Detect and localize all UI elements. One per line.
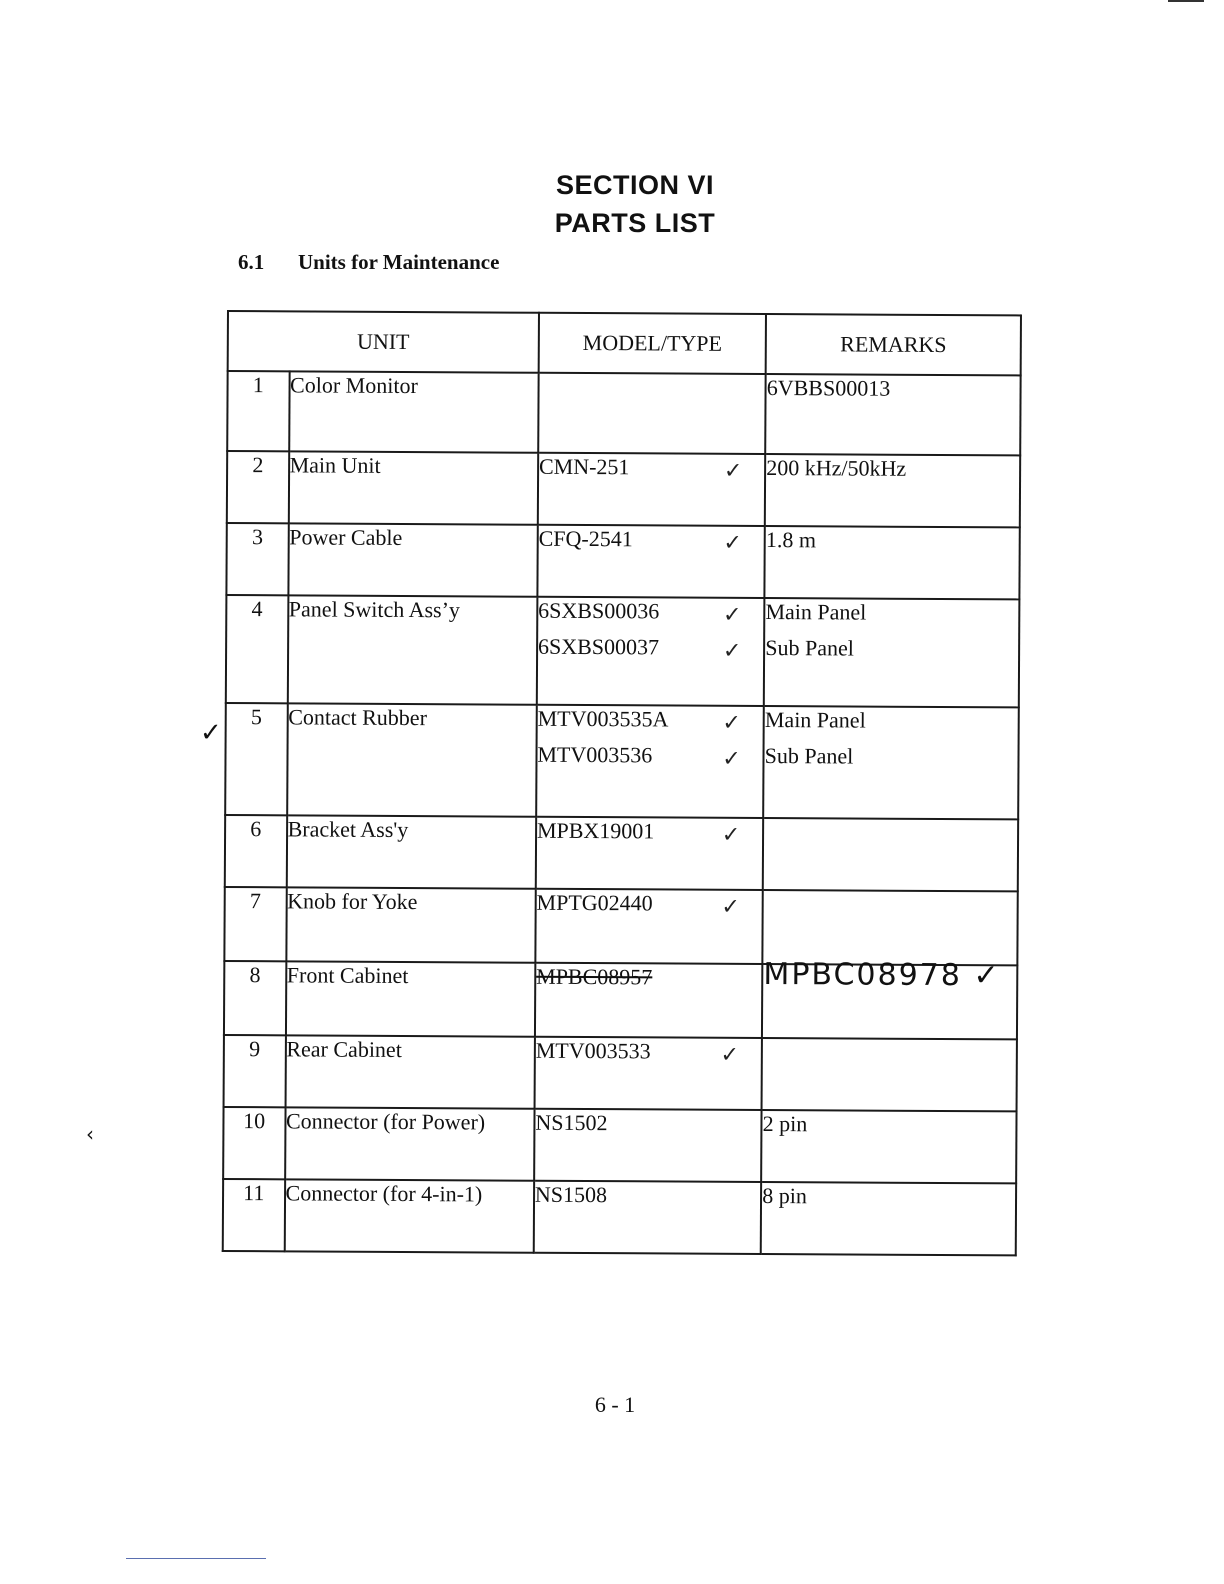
model-value-struck: MPBC08957 [536, 963, 653, 990]
margin-pen-mark-icon: ‹ [86, 1122, 94, 1146]
page-title: PARTS LIST [554, 208, 716, 238]
model-cell [538, 453, 766, 526]
table-row [227, 371, 1020, 455]
table-row [226, 523, 1019, 599]
unit-name: Panel Switch Ass’y [287, 595, 537, 704]
header-unit: UNIT [228, 311, 539, 373]
table-row [223, 1107, 1016, 1183]
checkmark-icon: ✓ [722, 710, 741, 736]
remark-value: Main Panel [765, 599, 867, 625]
checkmark-icon: ✓ [721, 822, 741, 848]
checkmark-icon: ✓ [722, 602, 742, 628]
table-row [226, 595, 1020, 707]
model-value: CMN-251 [538, 453, 630, 480]
remarks-cell [762, 957, 1017, 1039]
remark-value: 8 pin [762, 1183, 807, 1209]
handwritten-remark: MPBC08978 [763, 957, 963, 994]
model-value: NS1502 [535, 1109, 608, 1136]
model-cell [534, 1181, 762, 1254]
table-row [227, 451, 1020, 527]
margin-checkmark-icon: ✓ [200, 718, 222, 748]
parts-table [222, 310, 1022, 1256]
model-value: MTV003533 [535, 1037, 651, 1064]
remarks-cell [765, 454, 1020, 527]
subsection-title: Units for Maintenance [298, 250, 500, 274]
row-number: 1 [227, 371, 289, 451]
model-value: 6SXBS00036 [538, 597, 660, 624]
checkmark-icon: ✓ [961, 958, 1001, 994]
scan-edge-line [1168, 0, 1204, 2]
remarks-cell [762, 1038, 1017, 1111]
scan-edge-line [126, 1558, 266, 1559]
model-cell [535, 963, 763, 1038]
model-value: MPTG02440 [536, 889, 653, 916]
row-number: 6 [225, 815, 287, 887]
table-row [224, 1035, 1017, 1111]
page-number: 6 - 1 [594, 1392, 636, 1417]
remarks-cell [761, 1182, 1016, 1255]
remarks-cell [765, 526, 1020, 599]
row-number: 10 [223, 1107, 285, 1179]
remarks-cell [761, 1110, 1016, 1183]
model-cell [535, 889, 763, 964]
subsection-heading [238, 250, 499, 275]
unit-name: Connector (for 4-in-1) [284, 1179, 534, 1252]
unit-name: Power Cable [288, 523, 538, 596]
remark-value: Sub Panel [765, 635, 855, 661]
model-cell [534, 1037, 762, 1110]
remark-value: 200 kHz/50kHz [766, 455, 907, 481]
unit-name: Contact Rubber [287, 703, 537, 816]
unit-name: Rear Cabinet [285, 1035, 535, 1108]
unit-name: Bracket Ass'y [286, 815, 536, 888]
row-number: 3 [226, 523, 288, 595]
remarks-cell [765, 374, 1020, 455]
checkmark-icon: ✓ [721, 894, 740, 920]
model-cell [537, 597, 765, 706]
table-row [223, 1179, 1016, 1255]
remarks-cell [763, 890, 1018, 965]
model-value: MTV003535A [537, 705, 669, 732]
model-cell [538, 373, 766, 454]
remark-value: 6VBBS00013 [766, 375, 891, 401]
row-number: 2 [227, 451, 289, 523]
table-header-row [228, 311, 1021, 375]
header-remarks: REMARKS [766, 314, 1021, 375]
model-value: MPBX19001 [536, 817, 655, 844]
model-cell [537, 525, 765, 598]
row-number: 5 [225, 703, 287, 815]
unit-name: Front Cabinet [285, 961, 535, 1036]
table-row [225, 815, 1018, 891]
remarks-cell [763, 706, 1018, 819]
checkmark-icon: ✓ [723, 530, 742, 556]
model-cell [534, 1109, 762, 1182]
model-cell [536, 817, 764, 890]
table-row [224, 961, 1017, 1039]
checkmark-icon: ✓ [722, 638, 742, 664]
model-value: NS1508 [534, 1181, 608, 1208]
row-number: 9 [224, 1035, 286, 1107]
checkmark-icon: ✓ [723, 458, 743, 484]
row-number: 11 [223, 1179, 285, 1251]
unit-name: Main Unit [288, 451, 538, 524]
remarks-cell [764, 598, 1019, 707]
row-number: 7 [224, 887, 286, 961]
unit-name: Connector (for Power) [285, 1107, 535, 1180]
model-value: MTV003536 [537, 741, 653, 768]
remarks-cell [763, 818, 1018, 891]
model-value: 6SXBS00037 [537, 633, 660, 660]
model-value: CFQ-2541 [538, 525, 633, 552]
checkmark-icon: ✓ [722, 746, 741, 772]
unit-name: Knob for Yoke [286, 887, 536, 962]
model-cell [536, 705, 764, 818]
row-number: 8 [224, 961, 286, 1035]
subsection-number: 6.1 [238, 250, 265, 274]
table-row [225, 703, 1019, 819]
table-row [224, 887, 1017, 965]
remark-value: 2 pin [762, 1111, 808, 1137]
remark-value: Main Panel [764, 707, 866, 733]
checkmark-icon: ✓ [720, 1042, 740, 1068]
unit-name: Color Monitor [289, 371, 539, 452]
remark-value: 1.8 m [765, 527, 817, 553]
header-model-type: MODEL/TYPE [539, 313, 767, 374]
row-number: 4 [226, 595, 288, 703]
remark-value: Sub Panel [764, 743, 854, 769]
section-heading: SECTION VI [555, 170, 715, 200]
